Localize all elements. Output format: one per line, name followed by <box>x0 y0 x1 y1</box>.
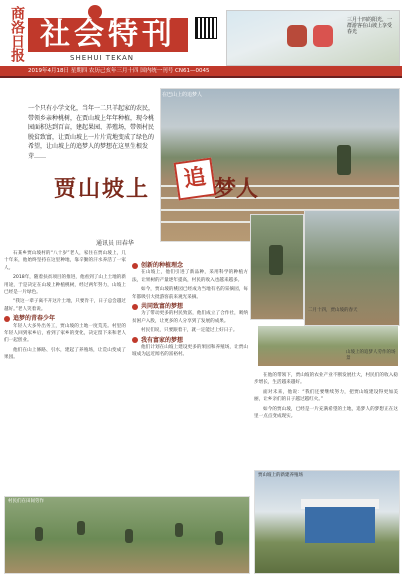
bottom-right-photo <box>254 470 400 574</box>
headline-part1: 贾山坡上 <box>54 177 151 202</box>
paragraph: 面对未来，他说：“我们还要继续努力，把贾山坡建设得更加美丽，让乡亲们的日子越过越红火。” <box>254 389 398 403</box>
headline-part2: 梦人 <box>214 177 259 202</box>
paragraph: 在他的带领下，贾山坡的农业产业不断发展壮大，村民们的收入稳步增长，生活越来越好。 <box>254 373 398 386</box>
subhead <box>132 303 248 310</box>
subhead-text: 创新的种植理念 <box>141 262 184 269</box>
article-column-2 <box>132 262 248 361</box>
lead-paragraph: 一个只有小学文化，当年一二只羊起家的农民，带领乡亲种桃树，在贾山坡上年年种植，现今桃园面积达到百亩，建起果园、养殖场，带领村民脱贫致富，让贾山坡上一片片荒地变成了绿色的希望，让山坡上的追梦人的梦想在这里生根发芽…… <box>28 105 155 160</box>
paragraph: 在山坡上，他们引进了新品种，采用科学的种植方法，让果树的产量逐年提高，村民的收入也越来越多。 <box>132 270 248 283</box>
bullet-icon <box>4 316 10 322</box>
right-photo-caption: 二月十四，贾山坡的春天 <box>308 308 358 313</box>
paragraph: 年轻人大多外出务工，贾山坡的土地一度荒芜。村里的年轻人回到家乡后，看到了家乡的变化，决定留下来和老人们一起创业。 <box>4 323 126 344</box>
subhead <box>132 262 248 269</box>
paragraph: “我这一辈子离不开这片土地，只要肯干，日子总会越过越好。”老人笑着说。 <box>4 299 126 312</box>
article-column-1 <box>4 250 126 364</box>
paragraph: 他们计划在山坡上建设更多的果园和养殖场，让贾山坡成为远近闻名的富裕村。 <box>132 345 248 358</box>
subhead-text: 追梦的青春少年 <box>13 315 56 323</box>
byline: 通讯员 田春华 <box>96 240 134 247</box>
paragraph: 如今，贾山坡的桃园已经成为当地有名的采摘园，每年都吸引大批游客前来观光采摘。 <box>132 287 248 300</box>
paragraph: 石某乡贾山坡村的“八十岁”老人，家住在贾山坡上，几十年来，他始终坚持在这里种地，靠辛勤的汗水养活了一家人。 <box>4 251 126 271</box>
paragraph: 他们在山上修路、引水，建起了养殖场，让荒山变成了果园。 <box>4 347 126 361</box>
bullet-icon <box>132 304 138 310</box>
qr-code-icon <box>196 18 216 38</box>
paragraph: 2018年，随着扶贫项目的推进，他看到了山上土地的新用途，于是决定在山坡上种植桃树，经过两年努力，山坡上已经是一片绿色。 <box>4 275 126 296</box>
issue-bar: 2019年4月18日 星期四 农历己亥年三月十四 国内统一刊号 CN61—0045 <box>0 66 402 76</box>
subhead <box>132 337 248 344</box>
section-title: 社会特刊 <box>28 18 188 52</box>
bottom-photo-caption: 村民们在田间劳作 <box>8 499 44 504</box>
section-pinyin: SHEHUI TEKAN <box>70 54 134 62</box>
paragraph: 为了带动更多的村民致富，他们成立了合作社，吸纳贫困户入股，让更多的人分享到了发展的成果。 <box>132 311 248 324</box>
paragraph: 如今的贾山坡，已经是一片充满希望的土地，追梦人的梦想正在这里一点点变成现实。 <box>254 406 398 420</box>
subhead-text: 共同致富的梦想 <box>141 303 184 311</box>
subhead <box>4 315 126 322</box>
main-photo-caption: 在巴山上的追梦人 <box>162 92 203 98</box>
bullet-icon <box>132 263 138 269</box>
mid-photo <box>250 214 304 320</box>
mid-photo-caption: 山坡上的追梦人劳作的场景 <box>346 350 396 361</box>
bullet-icon <box>132 337 138 343</box>
divider <box>0 76 402 78</box>
headline-chase-badge: 追 <box>174 158 217 201</box>
subhead-text: 我有富家的梦想 <box>141 336 184 344</box>
bottom-photo <box>4 496 250 574</box>
bottom-right-photo-caption: 贾山坡上的新建养殖场 <box>258 473 303 478</box>
paragraph: 村民们说，只要跟着干，就一定能过上好日子。 <box>141 328 238 334</box>
header-photo <box>226 10 400 66</box>
article-column-3 <box>254 372 398 422</box>
paper-name: 商洛日报 <box>9 6 25 62</box>
header-photo-caption: 三月十四的阳光，一群游客在山坡上享受春光 <box>347 17 393 35</box>
